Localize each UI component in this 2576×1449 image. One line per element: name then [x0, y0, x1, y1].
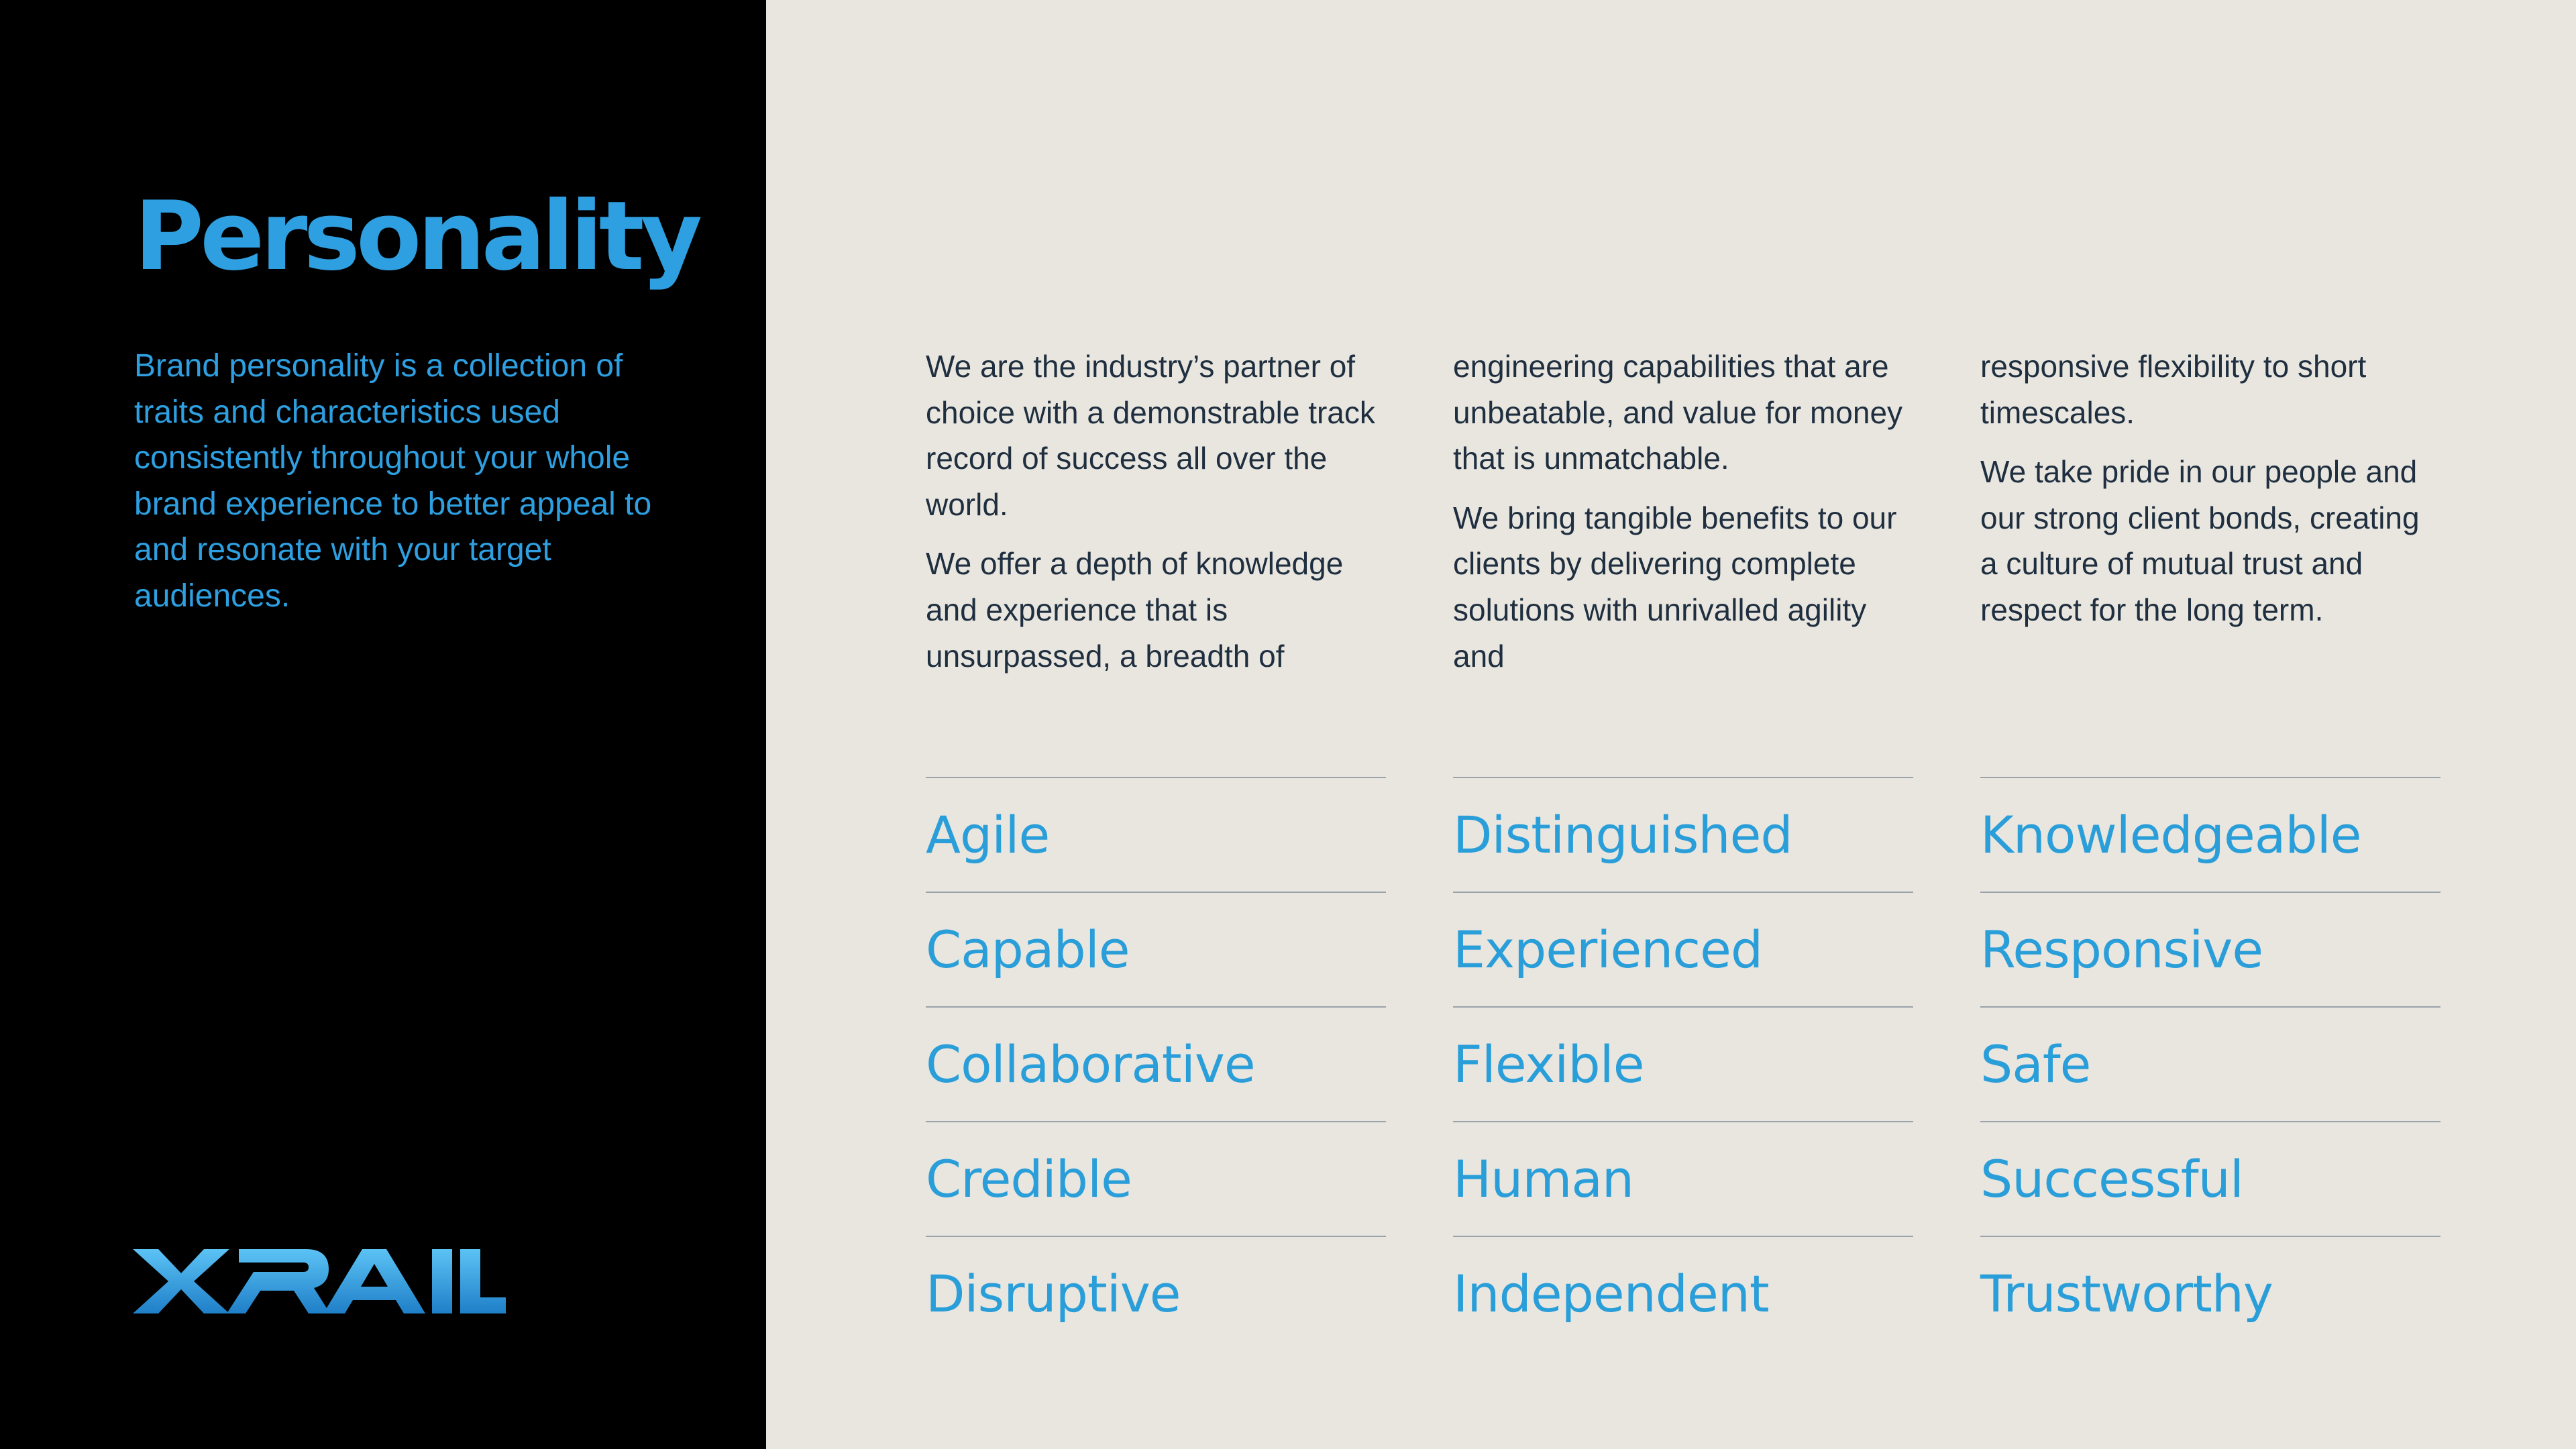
trait-item: Collaborative	[926, 1006, 1386, 1121]
body-paragraph: We bring tangible benefits to our clients by delivering complete solutions with unrivalled agility and	[1453, 500, 1897, 674]
page-title: Personality	[134, 181, 699, 292]
trait-list-2	[1453, 777, 1913, 1350]
trait-item: Responsive	[1980, 892, 2440, 1006]
body-column-3	[1980, 343, 2443, 647]
body-column-1	[926, 343, 1389, 692]
trait-item: Human	[1453, 1121, 1913, 1236]
trait-item: Safe	[1980, 1006, 2440, 1121]
trait-item: Knowledgeable	[1980, 777, 2440, 892]
trait-item: Independent	[1453, 1236, 1913, 1350]
trait-item: Experienced	[1453, 892, 1913, 1006]
trait-item: Trustworthy	[1980, 1236, 2440, 1350]
body-paragraph: We are the industry’s partner of choice with a demonstrable track record of success all over the world.	[926, 349, 1375, 522]
body-paragraph: We offer a depth of knowledge and experience that is unsurpassed, a breadth of	[926, 546, 1344, 674]
trait-item: Flexible	[1453, 1006, 1913, 1121]
trait-list-3	[1980, 777, 2440, 1350]
trait-item: Capable	[926, 892, 1386, 1006]
sidebar-panel	[0, 0, 766, 1449]
intro-text: Brand personality is a collection of traits and characteristics used consistently throughout your whole brand experience to better appeal to and resonate with your target audiences.	[134, 348, 652, 614]
trait-item: Credible	[926, 1121, 1386, 1236]
body-column-2	[1453, 343, 1916, 692]
body-paragraph: engineering capabilities that are unbeatable, and value for money that is unmatchable.	[1453, 349, 1903, 476]
trait-list-1	[926, 777, 1386, 1350]
body-paragraph: We take pride in our people and our strong client bonds, creating a culture of mutual trust and respect for the long term.	[1980, 454, 2420, 627]
trait-item: Agile	[926, 777, 1386, 892]
trait-item: Successful	[1980, 1121, 2440, 1236]
trait-item: Disruptive	[926, 1236, 1386, 1350]
trait-item: Distinguished	[1453, 777, 1913, 892]
xrail-logo	[133, 1249, 506, 1313]
body-paragraph: responsive flexibility to short timescales.	[1980, 349, 2367, 430]
